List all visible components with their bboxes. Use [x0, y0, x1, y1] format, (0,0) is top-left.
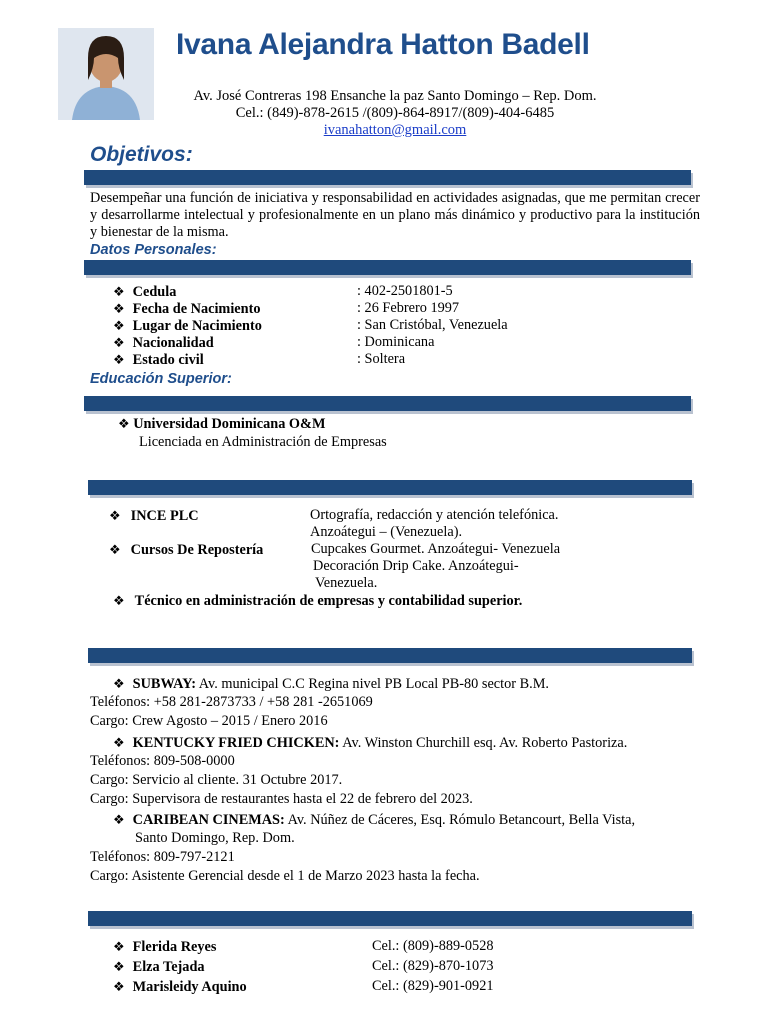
- course-detail: Cupcakes Gourmet. Anzoátegui- Venezuela: [311, 541, 561, 557]
- bullet-icon: ❖: [113, 352, 125, 367]
- bullet-icon: ❖: [113, 318, 125, 333]
- personal-data-value: : Dominicana: [357, 334, 435, 350]
- job-detail: Teléfonos: +58 281-2873733 / +58 281 -2651069: [90, 694, 373, 710]
- course-detail: Decoración Drip Cake. Anzoátegui-: [313, 558, 519, 574]
- company-name: SUBWAY:: [132, 676, 196, 692]
- personal-data-label: [113, 351, 204, 369]
- reference-phone: Cel.: (829)-870-1073: [372, 958, 494, 974]
- contact-block: [150, 88, 640, 139]
- data-label: Estado civil: [132, 352, 204, 368]
- data-label: Lugar de Nacimiento: [132, 318, 262, 334]
- phone-numbers: Cel.: (849)-878-2615 /(809)-864-8917/(809)-404-6485: [235, 105, 555, 121]
- reference-phone: Cel.: (809)-889-0528: [372, 938, 494, 954]
- section-title-objetivos: Objetivos:: [90, 143, 193, 166]
- objective-text: Desempeñar una función de iniciativa y responsabilidad en actividades asignadas, que me permitan crecer y desarrollarme intelectual y profesionalmente en un plano más dinámico y productivo para la institución y bienestar de la misma.: [90, 190, 700, 240]
- course-detail: Ortografía, redacción y atención telefónica.: [310, 507, 559, 523]
- job-detail: Teléfonos: 809-508-0000: [90, 753, 235, 769]
- address: Av. José Contreras 198 Ensanche la paz Santo Domingo – Rep. Dom.: [193, 88, 597, 104]
- reference-item: [113, 958, 205, 976]
- section-divider: [84, 170, 691, 185]
- reference-name: Marisleidy Aquino: [132, 979, 247, 995]
- personal-data-label: [113, 283, 176, 301]
- course-label: Cursos De Repostería: [130, 542, 264, 558]
- bullet-icon: ❖: [113, 735, 125, 750]
- job-detail: Cargo: Supervisora de restaurantes hasta el 22 de febrero del 2023.: [90, 791, 473, 807]
- course-item: [113, 592, 522, 610]
- candidate-name: Ivana Alejandra Hatton Badell: [176, 28, 590, 61]
- profile-photo: [58, 28, 154, 120]
- reference-item: [113, 938, 216, 956]
- personal-data-label: [113, 317, 262, 335]
- bullet-icon: ❖: [109, 542, 121, 557]
- section-divider: [84, 260, 691, 275]
- data-label: Fecha de Nacimiento: [132, 301, 261, 317]
- section-divider: [88, 480, 692, 495]
- company-address: Av. municipal C.C Regina nivel PB Local PB-80 sector B.M.: [195, 676, 549, 692]
- course-item: [109, 507, 199, 525]
- company-address: Av. Winston Churchill esq. Av. Roberto Pastoriza.: [339, 735, 628, 751]
- job-detail: Cargo: Asistente Gerencial desde el 1 de Marzo 2023 hasta la fecha.: [90, 868, 480, 884]
- company-name: CARIBEAN CINEMAS:: [132, 812, 285, 828]
- reference-name: Elza Tejada: [132, 959, 205, 975]
- bullet-icon: ❖: [113, 284, 125, 299]
- bullet-icon: ❖: [113, 939, 125, 954]
- job-detail: Cargo: Crew Agosto – 2015 / Enero 2016: [90, 713, 328, 729]
- data-label: Nacionalidad: [132, 335, 214, 351]
- job-header: [113, 811, 635, 829]
- company-address: Av. Núñez de Cáceres, Esq. Rómulo Betancourt, Bella Vista,: [284, 812, 636, 828]
- section-divider: [88, 911, 692, 926]
- bullet-icon: ❖: [113, 959, 125, 974]
- personal-data-value: : Soltera: [357, 351, 406, 367]
- job-detail: Cargo: Servicio al cliente. 31 Octubre 2017.: [90, 772, 343, 788]
- bullet-icon: ❖: [113, 335, 125, 350]
- job-detail: Teléfonos: 809-797-2121: [90, 849, 235, 865]
- section-title-educacion: Educación Superior:: [90, 371, 232, 387]
- bullet-icon: ❖: [113, 979, 125, 994]
- bullet-icon: ❖: [118, 416, 130, 431]
- university-name: Universidad Dominicana O&M: [133, 416, 326, 432]
- course-detail: Venezuela.: [315, 575, 378, 591]
- reference-item: [113, 978, 247, 996]
- course-detail: Anzoátegui – (Venezuela).: [310, 524, 463, 540]
- bullet-icon: ❖: [113, 593, 125, 608]
- course-label: Técnico en administración de empresas y contabilidad superior.: [134, 593, 523, 609]
- personal-data-value: : 402-2501801-5: [357, 283, 453, 299]
- bullet-icon: ❖: [109, 508, 121, 523]
- job-header: [113, 675, 549, 693]
- reference-phone: Cel.: (829)-901-0921: [372, 978, 494, 994]
- personal-data-value: : 26 Febrero 1997: [357, 300, 460, 316]
- personal-data-value: : San Cristóbal, Venezuela: [357, 317, 508, 333]
- bullet-icon: ❖: [113, 676, 125, 691]
- bullet-icon: ❖: [113, 812, 125, 827]
- email-link[interactable]: ivanahatton@gmail.com: [323, 122, 467, 138]
- job-header: [113, 734, 627, 752]
- personal-data-label: [113, 334, 214, 352]
- data-label: Cedula: [132, 284, 177, 300]
- personal-data-label: [113, 300, 261, 318]
- degree: Licenciada en Administración de Empresas: [139, 434, 387, 450]
- bullet-icon: ❖: [113, 301, 125, 316]
- company-address-line2: Santo Domingo, Rep. Dom.: [135, 830, 295, 846]
- section-title-datos: Datos Personales:: [90, 242, 217, 258]
- reference-name: Flerida Reyes: [132, 939, 217, 955]
- company-name: KENTUCKY FRIED CHICKEN:: [132, 735, 340, 751]
- university-item: [118, 415, 325, 433]
- section-divider: [88, 648, 692, 663]
- section-divider: [84, 396, 691, 411]
- course-label: INCE PLC: [130, 508, 199, 524]
- course-item: [109, 541, 263, 559]
